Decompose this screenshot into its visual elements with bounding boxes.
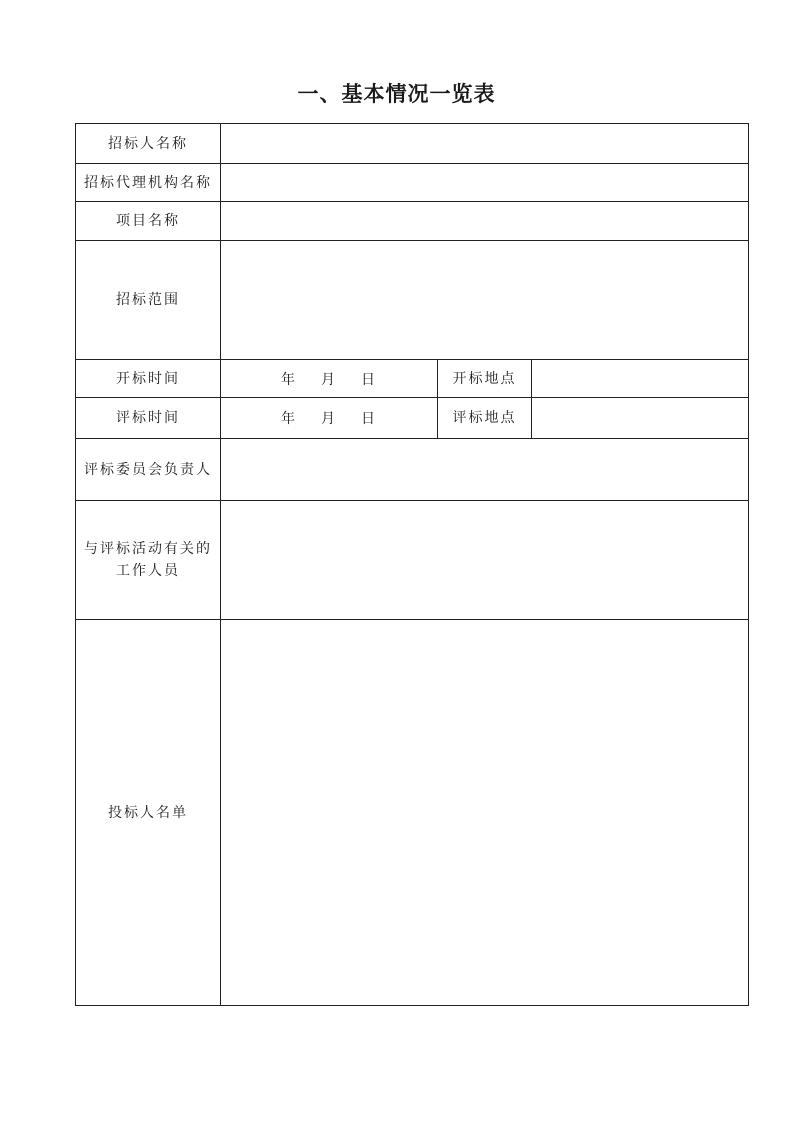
label-opening-time: 开标时间 bbox=[76, 360, 221, 398]
label-related-staff bbox=[76, 501, 221, 620]
field-agency-name[interactable] bbox=[221, 164, 749, 202]
label-project-name: 项目名称 bbox=[76, 202, 221, 241]
evaluation-year-unit: 年 bbox=[281, 411, 297, 427]
field-evaluation-date[interactable] bbox=[221, 398, 438, 439]
label-tenderer-name: 招标人名称 bbox=[76, 124, 221, 164]
field-scope[interactable] bbox=[221, 241, 749, 360]
field-opening-place[interactable] bbox=[532, 360, 749, 398]
field-committee-head[interactable] bbox=[221, 439, 749, 501]
opening-year-unit: 年 bbox=[281, 371, 297, 388]
field-project-name[interactable] bbox=[221, 202, 749, 241]
label-scope: 招标范围 bbox=[76, 241, 221, 360]
label-evaluation-time: 评标时间 bbox=[76, 398, 221, 439]
opening-month-unit: 月 bbox=[321, 371, 337, 388]
field-tenderer-name[interactable] bbox=[221, 124, 749, 164]
basic-info-table bbox=[75, 123, 749, 1006]
field-opening-date[interactable] bbox=[221, 360, 438, 398]
page-title: 一、基本情况一览表 bbox=[297, 82, 496, 106]
evaluation-day-unit: 日 bbox=[361, 411, 377, 427]
label-related-staff-line2: 工作人员 bbox=[116, 563, 180, 579]
field-bidder-list[interactable] bbox=[221, 620, 749, 1006]
field-evaluation-place[interactable] bbox=[532, 398, 749, 439]
label-opening-place: 开标地点 bbox=[438, 360, 532, 398]
evaluation-month-unit: 月 bbox=[321, 411, 337, 427]
label-committee-head: 评标委员会负责人 bbox=[76, 439, 221, 501]
label-related-staff-line1: 与评标活动有关的 bbox=[84, 541, 212, 557]
opening-day-unit: 日 bbox=[361, 371, 377, 388]
label-evaluation-place: 评标地点 bbox=[438, 398, 532, 439]
label-bidder-list: 投标人名单 bbox=[76, 620, 221, 1006]
field-related-staff[interactable] bbox=[221, 501, 749, 620]
label-agency-name: 招标代理机构名称 bbox=[76, 164, 221, 202]
